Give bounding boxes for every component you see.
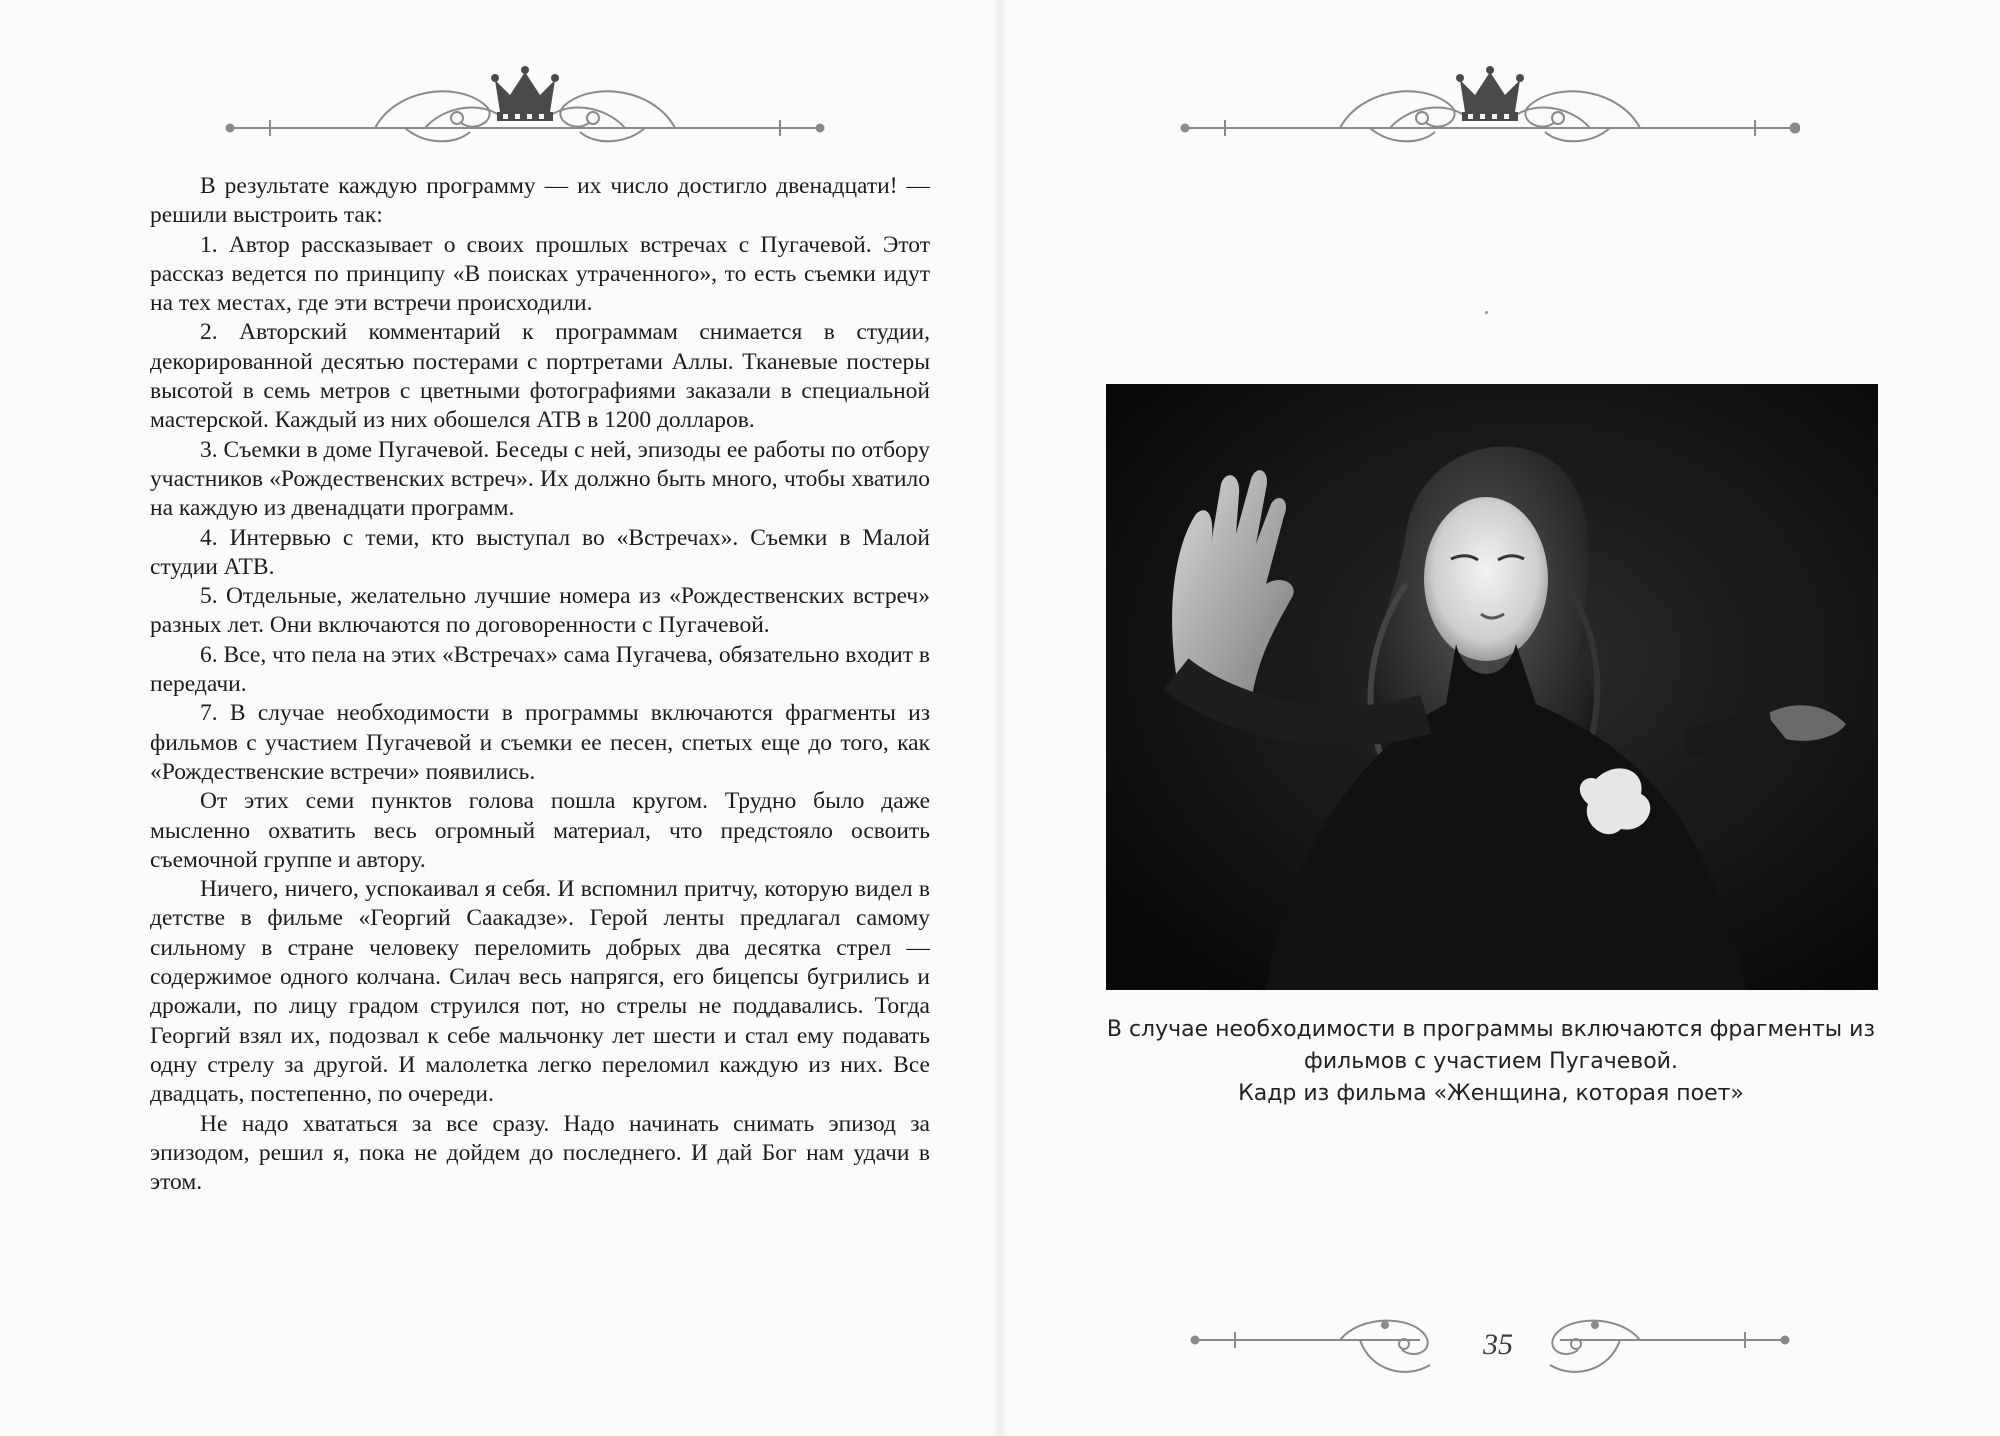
paper-speck	[1485, 311, 1488, 314]
paragraph: 7. В случае необходимости в программы включаются фрагменты из фильмов с участием Пугачевой и съемки ее песен, спетых еще до того, как «Рождественские встречи» появились.	[150, 700, 930, 785]
caption-line: фильмов с участием Пугачевой.	[1304, 1049, 1678, 1074]
paragraph: 1. Автор рассказывает о своих прошлых встречах с Пугачевой. Этот рассказ ведется по принципу «В поисках утраченного», то есть съемки идут на тех местах, где эти встречи происходили.	[150, 231, 930, 317]
page-gutter	[993, 0, 1007, 1436]
photo-illustration	[1106, 384, 1878, 990]
paragraph: 5. Отдельные, желательно лучшие номера из «Рождественских встреч» разных лет. Они включаются по договоренности с Пугачевой.	[150, 583, 930, 639]
page-number: 35	[1483, 1328, 1513, 1361]
paragraph: 6. Все, что пела на этих «Встречах» сама Пугачева, обязательно входит в передачи.	[150, 641, 930, 698]
caption-line: В случае необходимости в программы включаются фрагменты из	[1106, 1017, 1876, 1042]
caption-line: Кадр из фильма «Женщина, которая поет»	[1238, 1081, 1744, 1106]
photo-caption	[1090, 1014, 1892, 1110]
crown-flourish-icon	[225, 60, 825, 150]
paragraph: 2. Авторский комментарий к программам снимается в студии, декорированной десятью постерами с портретами Аллы. Тканевые постеры высотой в семь метров с цветными фотографиями заказали в специальной мастерской. Каждый из них обошелся АТВ в 1200 долларов.	[150, 319, 930, 434]
paragraph: Не надо хвататься за все сразу. Надо начинать снимать эпизод за эпизодом, решил я, пока не дойдем до последнего. И дай Бог нам удачи в этом.	[150, 1110, 930, 1196]
crown-flourish-icon	[1180, 60, 1800, 150]
paragraph: В результате каждую программу — их число достигло двенадцати! — решили выстроить так:	[150, 173, 930, 229]
paragraph: От этих семи пунктов голова пошла кругом. Трудно было даже мысленно охватить весь огромный материал, что предстояло освоить съемочной группе и автору.	[150, 788, 930, 873]
paragraph: Ничего, ничего, успокаивал я себя. И вспомнил притчу, которую видел в детстве в фильме «Георгий Саакадзе». Герой ленты предлагал самому сильному в стране человеку переломить добрых два десятка стрел — содержимое одного колчана. Силач весь напрягся, его бицепсы бугрились и дрожали, по лицу градом струился пот, но стрелы не поддавались. Тогда Георгий взял их, подозвал к себе мальчонку лет шести и стал ему подавать одну стрелу за другой. И малолетка легко переломил каждую из них. Все двадцать, постепенно, по очереди.	[150, 876, 930, 1108]
paragraph: 4. Интервью с теми, кто выступал во «Встречах». Съемки в Малой студии АТВ.	[150, 524, 930, 580]
left-page-body-text	[150, 172, 930, 1197]
paragraph: 3. Съемки в доме Пугачевой. Беседы с ней, эпизоды ее работы по отбору участников «Рождественских встреч». Их должно быть много, чтобы хватило на каждую из двенадцати программ.	[150, 436, 930, 522]
singer-photo	[1106, 384, 1878, 990]
